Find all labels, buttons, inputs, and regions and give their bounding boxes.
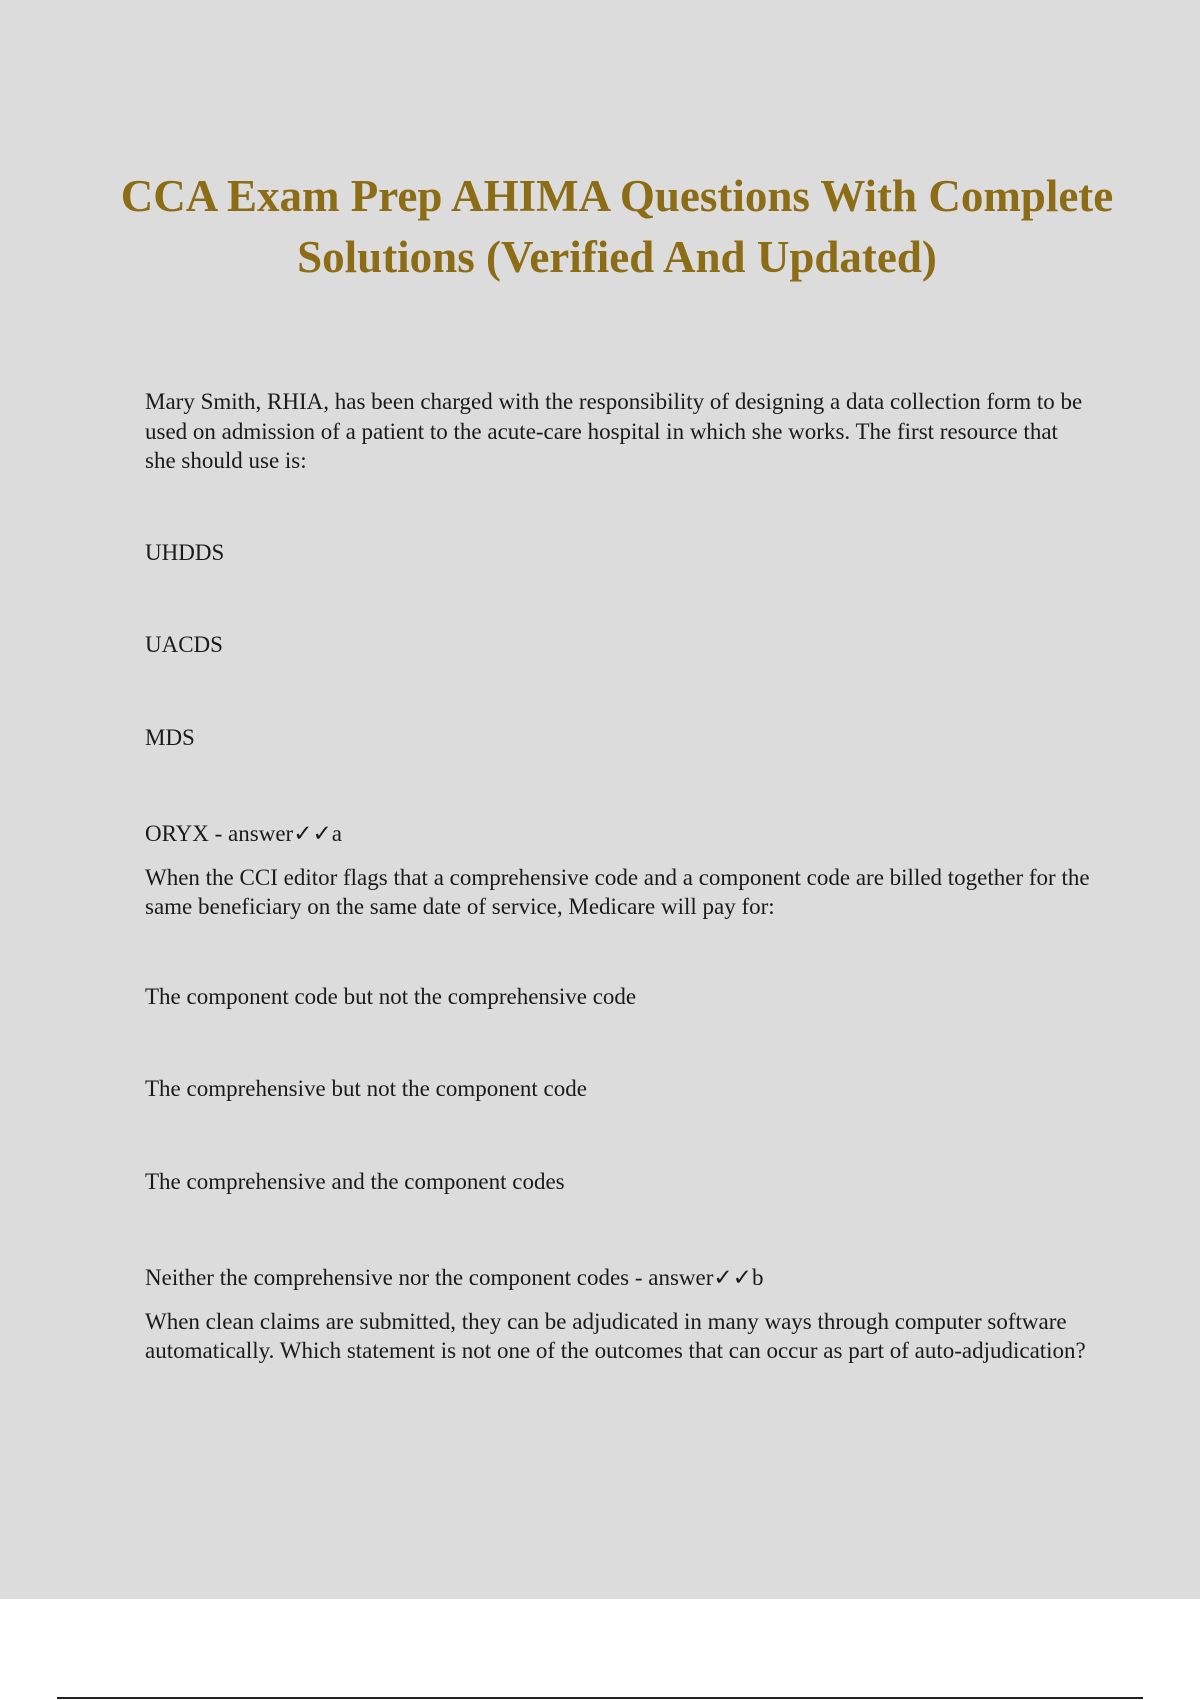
question-1-option-1: UHDDS	[145, 539, 225, 565]
question-1-option-2: UACDS	[145, 632, 223, 657]
question-1-option-4-with-answer: ORYX - answer✓✓a	[145, 821, 342, 846]
document-title: CCA Exam Prep AHIMA Questions With Complete Solutions (Verified And Updated)	[120, 171, 1114, 282]
question-2-text: When the CCI editor flags that a comprehensive code and a component code are billed together for the same beneficiary on the same date of service, Medicare will pay for:	[145, 864, 1090, 919]
question-2-option-2: The comprehensive but not the component code	[145, 1076, 587, 1101]
document-content	[145, 387, 1090, 1366]
question-1-option-3: MDS	[145, 724, 195, 750]
footer-divider	[57, 1697, 1143, 1699]
question-2-option-4-with-answer: Neither the comprehensive nor the component codes - answer✓✓b	[145, 1265, 764, 1290]
question-2-option-3: The comprehensive and the component codes	[145, 1168, 565, 1194]
question-3-text: When clean claims are submitted, they can be adjudicated in many ways through computer software automatically. Which statement is not one of the outcomes that can occur as part of auto-adjudication?	[145, 1308, 1086, 1363]
question-1-text: Mary Smith, RHIA, has been charged with the responsibility of designing a data collection form to be used on admission of a patient to the acute-care hospital in which she works. The first resource that she should use is:	[145, 389, 1083, 473]
question-2-option-1: The component code but not the comprehensive code	[145, 983, 637, 1009]
